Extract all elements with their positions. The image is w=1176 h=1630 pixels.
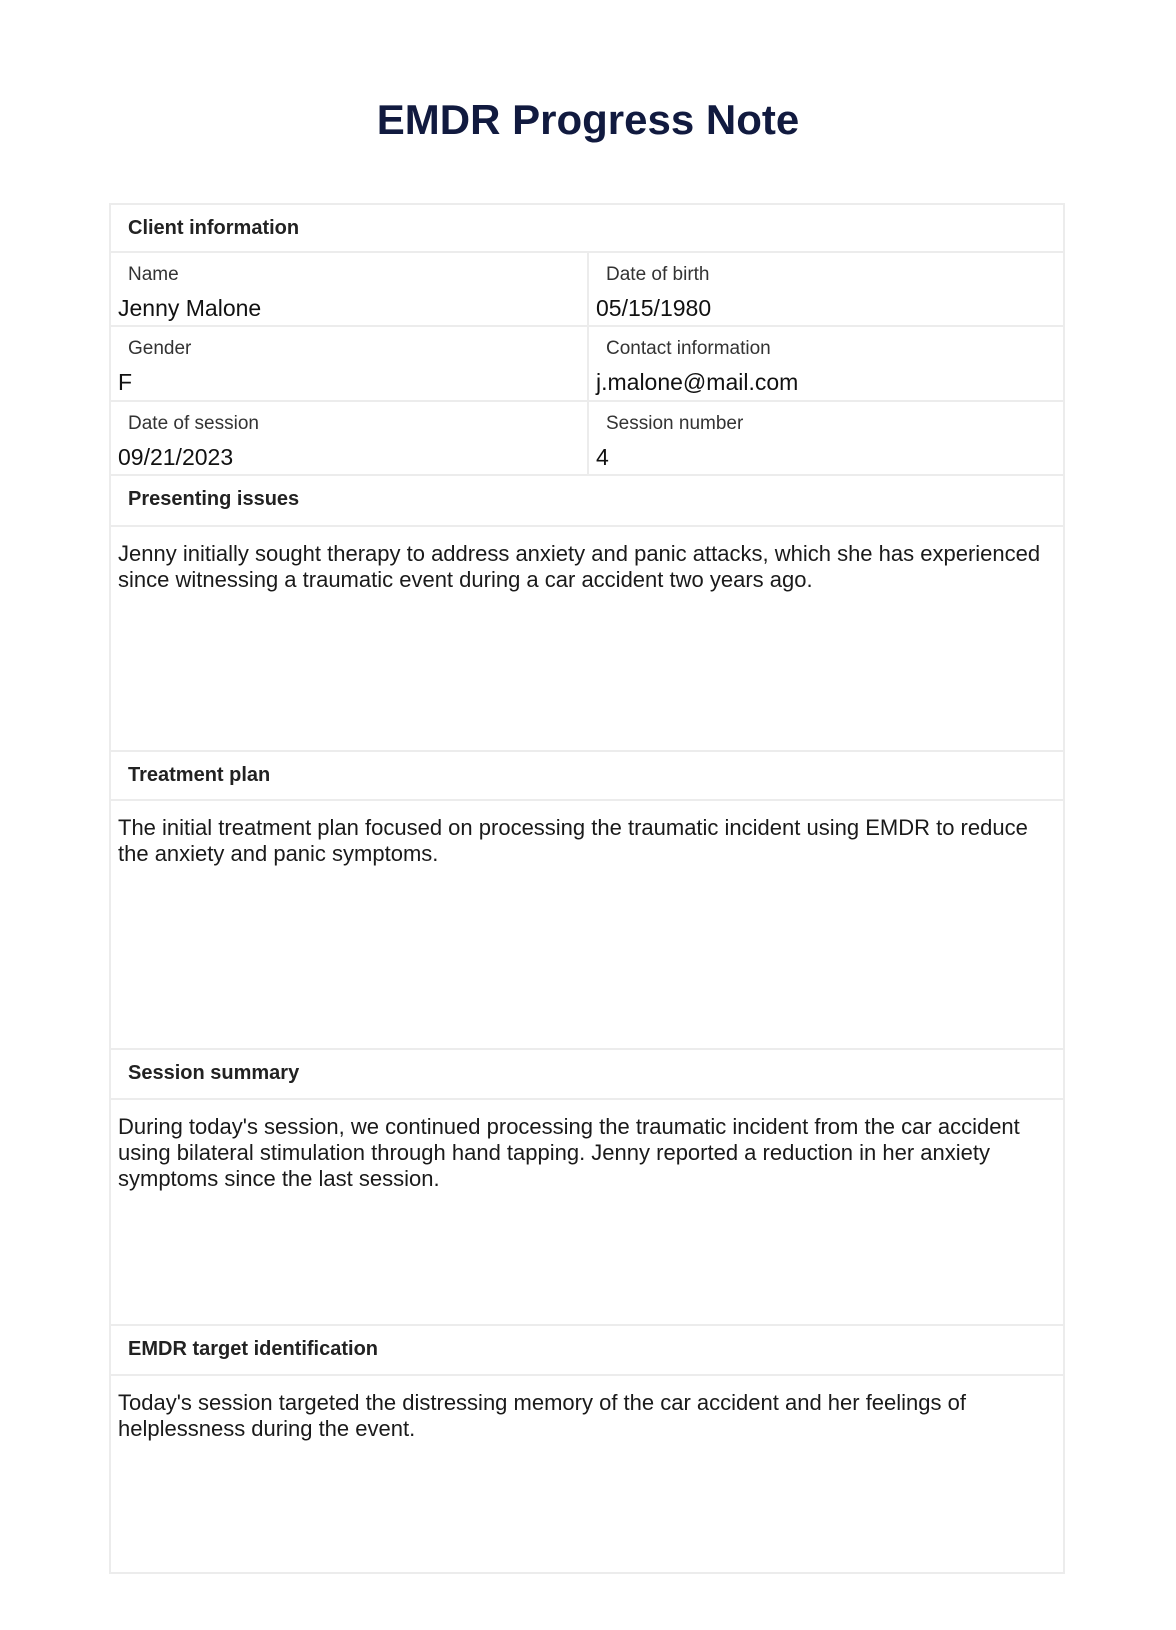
field-label: Date of session — [128, 413, 259, 434]
gender-field — [111, 327, 589, 400]
client-row — [111, 253, 1063, 327]
presenting-issues-header: Presenting issues — [111, 476, 1063, 527]
field-value: F — [118, 369, 133, 395]
field-label: Session number — [606, 413, 744, 434]
field-value: 4 — [596, 444, 609, 470]
client-row — [111, 327, 1063, 402]
progress-note-form — [109, 203, 1065, 1574]
field-value: Jenny Malone — [118, 295, 262, 321]
session-summary-text: During today's session, we continued processing the traumatic incident from the car accident using bilateral stimulation through hand tapping. Jenny reported a reduction in her anxiety symptoms since the last session. — [111, 1100, 1063, 1326]
field-label: Gender — [128, 338, 192, 359]
field-label: Contact information — [606, 338, 771, 359]
session-summary-header: Session summary — [111, 1050, 1063, 1100]
emdr-target-identification-text: Today's session targeted the distressing memory of the car accident and her feelings of helplessness during the event. — [118, 1390, 966, 1441]
field-value: j.malone@mail.com — [596, 369, 799, 395]
name-field — [111, 253, 589, 325]
field-value: 05/15/1980 — [596, 295, 712, 321]
date-of-session-field — [111, 402, 589, 474]
date-of-birth-field — [589, 253, 1063, 325]
client-row — [111, 402, 1063, 476]
presenting-issues-text: Jenny initially sought therapy to address anxiety and panic attacks, which she has experienced since witnessing a traumatic event during a car accident two years ago. — [111, 527, 1063, 752]
treatment-plan-text: The initial treatment plan focused on processing the traumatic incident using EMDR to reduce the anxiety and panic symptoms. — [111, 801, 1063, 1050]
contact-information-field — [589, 327, 1063, 400]
treatment-plan-header: Treatment plan — [111, 752, 1063, 801]
page-title: EMDR Progress Note — [376, 96, 800, 143]
emdr-target-identification-header: EMDR target identification — [111, 1326, 1063, 1376]
session-number-field — [589, 402, 1063, 474]
field-label: Name — [128, 264, 179, 285]
field-label: Date of birth — [606, 264, 710, 285]
field-value: 09/21/2023 — [118, 444, 234, 470]
client-information-header: Client information — [111, 205, 1063, 253]
